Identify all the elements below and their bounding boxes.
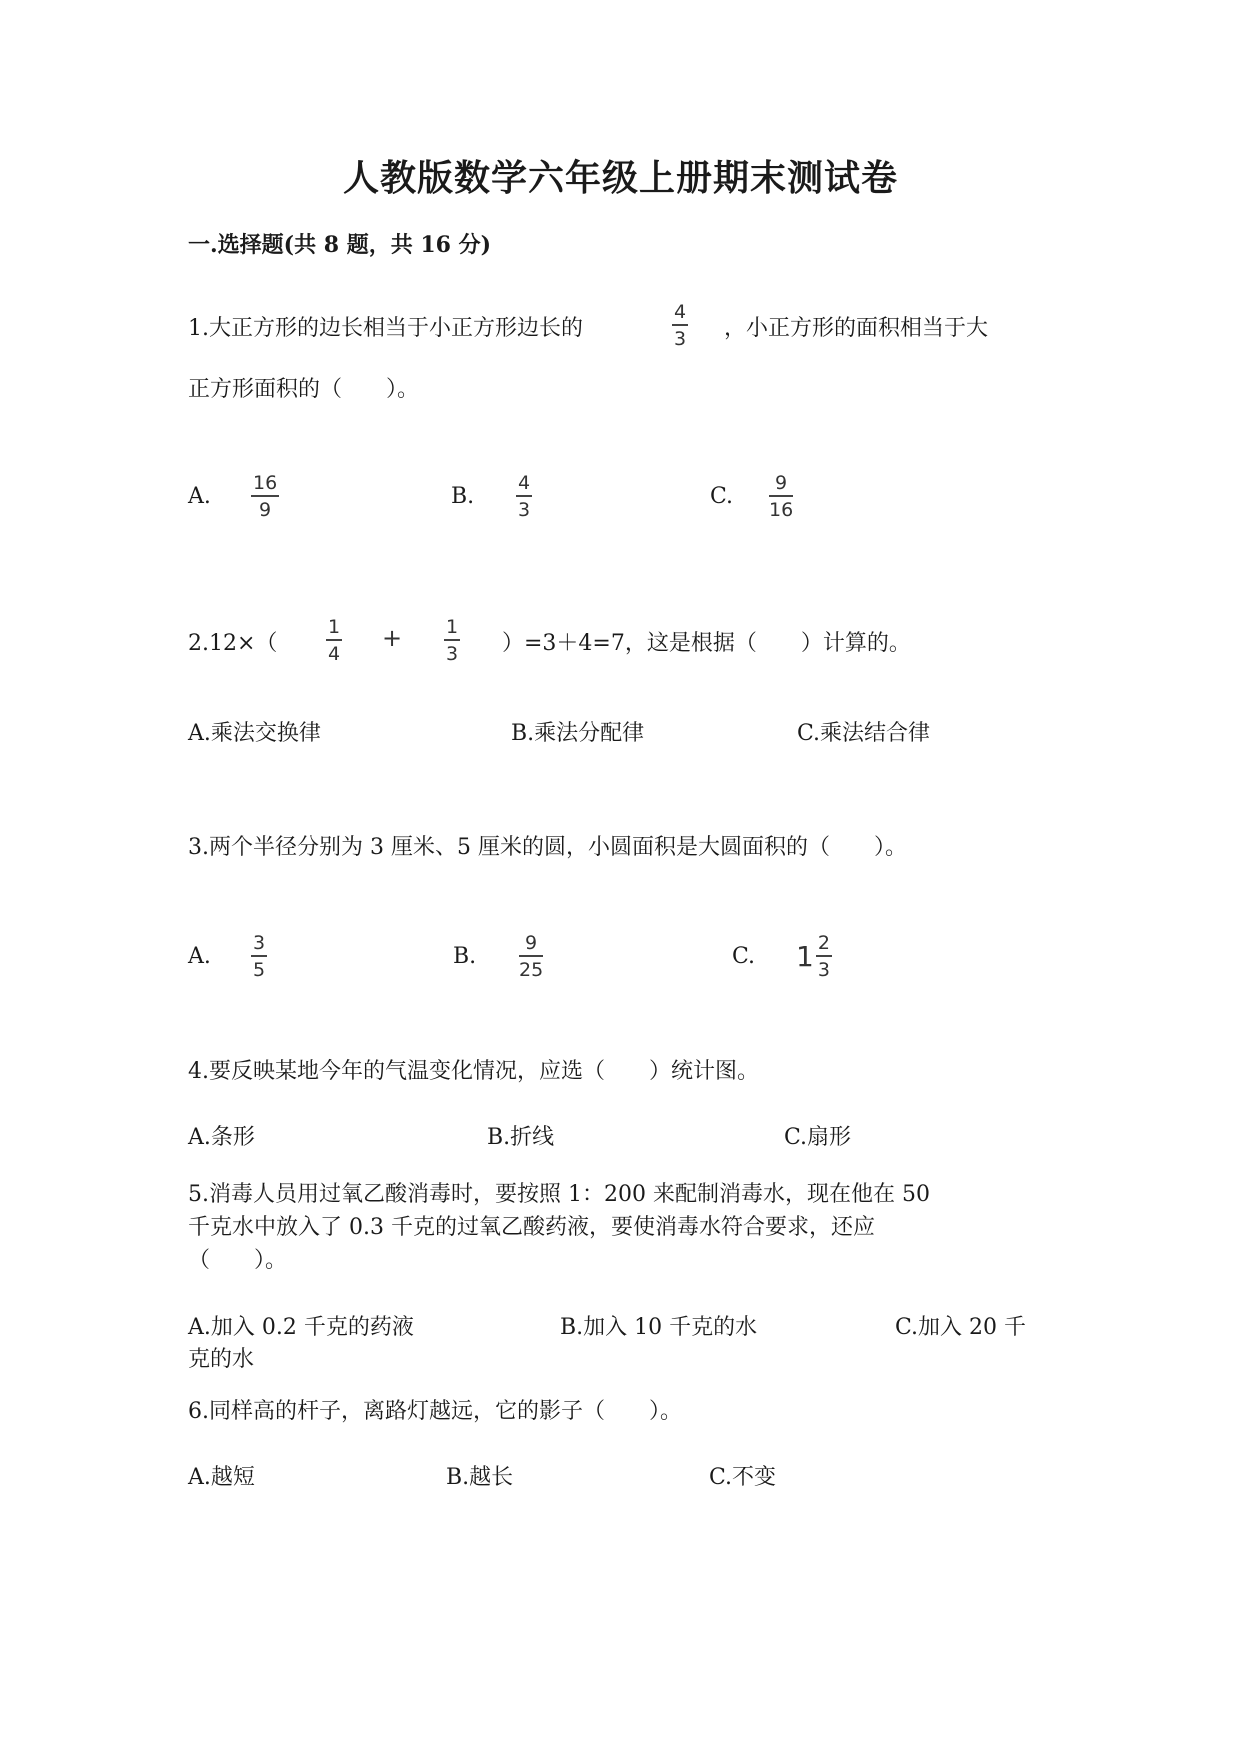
fraction-bar bbox=[326, 639, 342, 641]
option-a-fraction bbox=[251, 472, 279, 521]
option-b: B.乘法分配律 bbox=[511, 721, 645, 746]
question-2-text-a: 2.12×（ bbox=[188, 631, 278, 656]
option-a-label: A. bbox=[188, 484, 211, 509]
fraction-bar bbox=[769, 495, 793, 497]
fraction-numerator: 9 bbox=[525, 932, 538, 954]
fraction-numerator: 4 bbox=[674, 301, 687, 323]
question-2-fraction-1 bbox=[326, 616, 342, 665]
question-6-text: 6.同样高的杆子，离路灯越远，它的影子（ ）。 bbox=[188, 1399, 682, 1424]
option-a: A.加入 0.2 千克的药液 bbox=[188, 1315, 414, 1340]
question-1-text-a: 1.大正方形的边长相当于小正方形边长的 bbox=[188, 316, 583, 341]
option-c-label: C. bbox=[732, 944, 756, 969]
fraction-denominator: 3 bbox=[674, 327, 687, 350]
fraction-bar bbox=[251, 955, 267, 957]
option-c-label: C. bbox=[710, 484, 734, 509]
fraction-bar bbox=[816, 955, 832, 957]
question-1-text-c: 正方形面积的（ ）。 bbox=[188, 377, 420, 402]
option-a-label: A. bbox=[188, 944, 211, 969]
option-c: C.乘法结合律 bbox=[797, 721, 931, 746]
option-b: B.越长 bbox=[446, 1465, 514, 1490]
option-b: B.加入 10 千克的水 bbox=[560, 1315, 758, 1340]
question-2-fraction-2 bbox=[444, 616, 460, 665]
fraction-denominator: 4 bbox=[328, 642, 341, 665]
option-a-fraction bbox=[251, 932, 267, 981]
question-5-line-3: （ ）。 bbox=[188, 1248, 288, 1273]
option-a: A.越短 bbox=[188, 1465, 255, 1490]
fraction-denominator: 5 bbox=[253, 958, 266, 981]
fraction-numerator: 3 bbox=[253, 932, 266, 954]
fraction-bar bbox=[251, 495, 279, 497]
option-b-label: B. bbox=[451, 484, 475, 509]
fraction-numerator: 2 bbox=[817, 932, 830, 954]
option-c: C.加入 20 千 bbox=[895, 1315, 1027, 1340]
fraction-bar bbox=[444, 639, 460, 641]
fraction-bar bbox=[519, 955, 543, 957]
plus-sign: + bbox=[382, 624, 403, 652]
question-2-text-b: ）=3＋4=7，这是根据（ ）计算的。 bbox=[502, 631, 911, 656]
fraction-denominator: 3 bbox=[817, 958, 830, 981]
option-b: B.折线 bbox=[487, 1125, 555, 1150]
question-1-fraction bbox=[672, 301, 688, 350]
option-a: A.乘法交换律 bbox=[188, 721, 321, 746]
section-heading: 一.选择题(共 8 题，共 16 分) bbox=[188, 232, 492, 258]
fraction-numerator: 9 bbox=[775, 472, 788, 494]
fraction-numerator: 16 bbox=[253, 472, 278, 494]
mixed-whole: 1 bbox=[796, 939, 814, 973]
option-b-fraction bbox=[516, 472, 532, 521]
question-4-text: 4.要反映某地今年的气温变化情况，应选（ ）统计图。 bbox=[188, 1059, 759, 1084]
page-title: 人教版数学六年级上册期末测试卷 bbox=[342, 157, 898, 199]
option-c: C.不变 bbox=[709, 1465, 777, 1490]
fraction-bar bbox=[672, 324, 688, 326]
option-c-continuation: 克的水 bbox=[188, 1347, 255, 1372]
question-5-line-1: 5.消毒人员用过氧乙酸消毒时，要按照 1：200 来配制消毒水，现在他在 50 bbox=[188, 1182, 930, 1207]
option-c: C.扇形 bbox=[784, 1125, 852, 1150]
question-1-text-b: ，小正方形的面积相当于大 bbox=[724, 316, 989, 341]
fraction-numerator: 1 bbox=[446, 616, 459, 638]
fraction-denominator: 25 bbox=[519, 958, 544, 981]
question-5-line-2: 千克水中放入了 0.3 千克的过氧乙酸药液，要使消毒水符合要求，还应 bbox=[188, 1215, 875, 1240]
option-a: A.条形 bbox=[188, 1125, 255, 1150]
option-b-label: B. bbox=[453, 944, 477, 969]
option-b-fraction bbox=[519, 932, 543, 981]
fraction-denominator: 3 bbox=[446, 642, 459, 665]
fraction-denominator: 3 bbox=[518, 498, 531, 521]
fraction-bar bbox=[516, 495, 532, 497]
fraction-denominator: 9 bbox=[259, 498, 272, 521]
fraction-numerator: 4 bbox=[518, 472, 531, 494]
question-3-text: 3.两个半径分别为 3 厘米、5 厘米的圆，小圆面积是大圆面积的（ ）。 bbox=[188, 835, 907, 860]
fraction-numerator: 1 bbox=[328, 616, 341, 638]
mixed-fraction bbox=[816, 932, 832, 981]
option-c-fraction bbox=[769, 472, 793, 521]
fraction-denominator: 16 bbox=[769, 498, 794, 521]
option-c-mixed-number bbox=[796, 932, 832, 981]
